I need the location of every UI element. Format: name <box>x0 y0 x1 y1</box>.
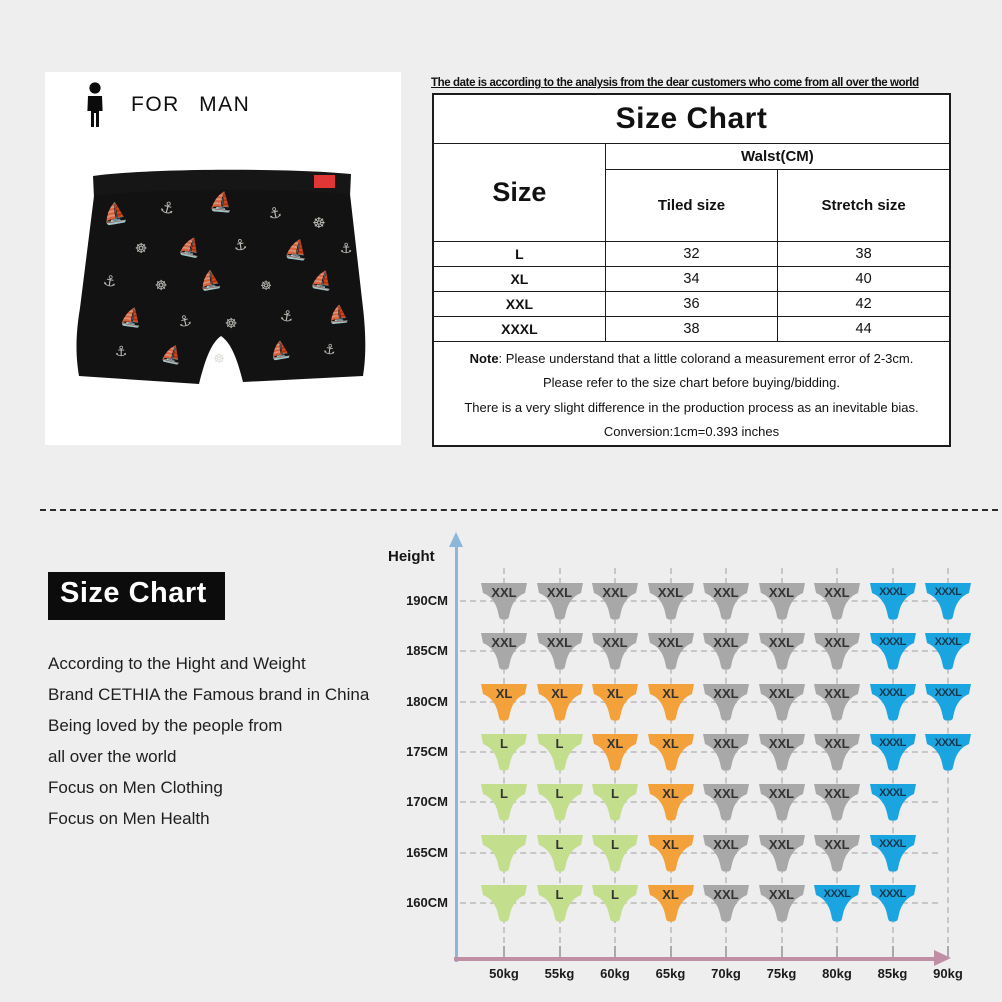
ship-icon: ⛵ <box>267 339 293 363</box>
size-chart-heading: Size Chart <box>48 572 225 620</box>
ship-icon: ⛵ <box>119 305 145 330</box>
size-cell: XXXL <box>433 316 605 341</box>
briefs-icon <box>480 885 528 922</box>
briefs-size-icon <box>480 835 528 872</box>
weight-axis-tick <box>670 946 672 957</box>
ship-icon: ⛵ <box>159 343 185 368</box>
weight-axis-tick <box>947 946 949 957</box>
weight-tick-label: 75kg <box>766 966 797 981</box>
briefs-size-icon <box>758 583 806 620</box>
briefs-size-label: XXL <box>824 735 850 751</box>
size-chart-table <box>432 93 951 447</box>
briefs-size-label: XXXL <box>934 586 962 598</box>
briefs-size-label: XXL <box>713 635 739 651</box>
briefs-size-label: XXL <box>602 635 628 651</box>
briefs-size-icon <box>647 835 695 872</box>
briefs-size-icon <box>758 684 806 721</box>
waist-header-cell: Walst(CM) <box>605 143 950 169</box>
briefs-size-icon <box>702 784 750 821</box>
briefs-size-label: XL <box>662 685 679 701</box>
value-cell: 42 <box>778 291 950 316</box>
gridline-horizontal <box>460 650 938 652</box>
helm-icon: ☸ <box>154 278 168 294</box>
height-tick-label: 170CM <box>406 794 448 810</box>
briefs-size-icon <box>480 633 528 670</box>
briefs-size-label: XXL <box>768 635 795 651</box>
briefs-size-icon <box>480 684 528 721</box>
helm-icon: ☸ <box>260 279 272 294</box>
gridline-horizontal <box>460 600 938 602</box>
briefs-size-label: L <box>555 886 564 902</box>
product-card <box>45 72 401 445</box>
note-line: Conversion:1cm=0.393 inches <box>603 424 780 439</box>
briefs-size-icon <box>591 734 639 771</box>
briefs-size-icon <box>702 633 750 670</box>
anchor-icon: ⚓ <box>339 241 353 257</box>
briefs-size-icon <box>536 784 584 821</box>
briefs-size-icon <box>480 734 528 771</box>
value-cell: 40 <box>778 266 950 291</box>
briefs-size-icon <box>758 835 806 872</box>
briefs-size-label: XXL <box>824 585 850 600</box>
briefs-size-label: XXL <box>713 735 739 751</box>
gridline-horizontal <box>460 902 938 904</box>
value-cell: 38 <box>605 316 777 341</box>
briefs-size-label: XXL <box>824 836 850 852</box>
briefs-size-icon <box>536 684 584 721</box>
helm-icon: ☸ <box>134 241 148 257</box>
height-tick-label: 175CM <box>406 743 448 759</box>
briefs-size-icon <box>480 583 528 620</box>
briefs-size-label: XXL <box>491 635 517 651</box>
briefs-size-label: XXXL <box>934 686 962 699</box>
size-cell: XXL <box>433 291 605 316</box>
briefs-size-label: L <box>555 786 564 802</box>
disclaimer-text: The date is according to the analysis from the dear customers who come from all over the world <box>431 77 919 89</box>
briefs-size-label: XXL <box>768 685 795 701</box>
briefs-size-label: XL <box>662 886 679 902</box>
briefs-size-icon <box>647 684 695 721</box>
weight-axis-tick <box>781 946 783 957</box>
briefs-size-icon <box>536 734 584 771</box>
briefs-size-label: XXL <box>546 635 573 651</box>
boxer-shorts-photo <box>71 158 371 396</box>
description-line: Being loved by the people from <box>48 716 283 735</box>
briefs-size-label: XXXL <box>879 586 906 598</box>
briefs-size-label: XXL <box>713 886 739 902</box>
anchor-icon: ⚓ <box>278 306 296 327</box>
briefs-size-icon <box>536 633 584 670</box>
weight-tick-label: 90kg <box>933 966 963 981</box>
man-icon <box>83 82 107 128</box>
note-line: Note: Please understand that a little colorand a measurement error of 2-3cm. <box>469 350 914 366</box>
helm-icon: ☸ <box>213 352 225 367</box>
briefs-size-icon <box>869 885 917 922</box>
weight-axis-tick <box>725 946 727 957</box>
briefs-size-icon <box>647 583 695 620</box>
briefs-size-label: L <box>500 735 508 751</box>
briefs-size-icon <box>869 633 917 670</box>
stretch-size-header: Stretch size <box>778 169 950 241</box>
briefs-size-icon <box>869 583 917 620</box>
size-table-row <box>433 241 950 266</box>
briefs-size-icon <box>924 684 972 721</box>
description-line: Brand CETHIA the Famous brand in China <box>48 685 370 704</box>
briefs-size-icon <box>758 885 806 922</box>
briefs-size-label: XXXL <box>934 636 962 649</box>
for-man-header <box>83 82 250 128</box>
briefs-size-label: L <box>500 786 508 802</box>
briefs-size-icon <box>591 784 639 821</box>
value-cell: 44 <box>778 316 950 341</box>
briefs-size-icon <box>924 633 972 670</box>
description-line: Focus on Men Health <box>48 809 210 828</box>
briefs-size-icon <box>813 835 861 872</box>
briefs-size-label: L <box>555 735 564 751</box>
weight-tick-label: 60kg <box>600 966 630 981</box>
weight-tick-label: 65kg <box>655 966 686 981</box>
height-tick-label: 160CM <box>406 894 448 910</box>
briefs-size-icon <box>647 633 695 670</box>
briefs-size-icon <box>869 734 917 771</box>
weight-tick-label: 50kg <box>489 966 519 981</box>
ship-icon: ⛵ <box>197 268 223 293</box>
anchor-icon: ⚓ <box>176 310 194 332</box>
briefs-size-icon <box>924 583 972 620</box>
briefs-size-label: XXL <box>713 685 739 701</box>
ship-icon: ⛵ <box>326 303 351 327</box>
briefs-size-label: XXL <box>657 585 684 600</box>
waistband-tag <box>314 175 335 188</box>
briefs-size-label: XXL <box>491 585 517 600</box>
gridline-horizontal <box>460 751 938 753</box>
briefs-size-label: XXXL <box>879 686 906 699</box>
ship-icon: ⛵ <box>208 190 235 215</box>
briefs-size-label: XXXL <box>823 887 851 900</box>
description-line: Focus on Men Clothing <box>48 778 223 797</box>
value-cell: 36 <box>605 291 777 316</box>
briefs-size-label: XXL <box>768 585 795 600</box>
table-note <box>433 341 950 446</box>
briefs-size-icon <box>647 784 695 821</box>
briefs-size-icon <box>536 885 584 922</box>
briefs-size-label: XXL <box>824 786 850 802</box>
anchor-icon: ⚓ <box>322 341 337 359</box>
briefs-size-label: XL <box>551 685 568 701</box>
gridline-horizontal <box>460 852 938 854</box>
weight-axis-tick <box>559 946 561 957</box>
briefs-icon <box>480 835 528 872</box>
briefs-size-label: XXXL <box>879 837 906 850</box>
briefs-size-icon <box>702 835 750 872</box>
briefs-size-icon <box>813 885 861 922</box>
briefs-size-label: XXXL <box>879 736 906 749</box>
briefs-size-label: XXL <box>768 836 795 852</box>
ship-icon: ⛵ <box>283 237 311 263</box>
briefs-size-icon <box>758 734 806 771</box>
description-line: all over the world <box>48 747 177 766</box>
dashed-divider <box>40 509 998 511</box>
size-table-row <box>433 266 950 291</box>
briefs-size-label: XXL <box>546 585 573 600</box>
briefs-size-icon <box>536 583 584 620</box>
briefs-size-label: XXXL <box>879 787 906 800</box>
for-man-label: FOR MAN <box>131 93 251 116</box>
briefs-size-icon <box>480 885 528 922</box>
briefs-size-icon <box>647 734 695 771</box>
briefs-size-label: XL <box>495 685 513 701</box>
note-line: Please refer to the size chart before buying/bidding. <box>542 375 840 390</box>
briefs-size-icon <box>758 784 806 821</box>
briefs-size-icon <box>869 784 917 821</box>
briefs-size-label: L <box>611 836 619 852</box>
briefs-size-icon <box>591 583 639 620</box>
briefs-size-icon <box>591 885 639 922</box>
height-tick-label: 190CM <box>406 593 448 608</box>
briefs-size-label: XL <box>662 836 679 852</box>
briefs-size-icon <box>813 583 861 620</box>
anchor-icon: ⚓ <box>232 235 249 255</box>
ship-icon: ⛵ <box>100 199 130 228</box>
briefs-size-icon <box>702 885 750 922</box>
briefs-size-icon <box>591 684 639 721</box>
gridline-horizontal <box>460 701 938 703</box>
tiled-size-header: Tiled size <box>605 169 777 241</box>
weight-tick-label: 80kg <box>822 966 852 981</box>
briefs-size-icon <box>647 885 695 922</box>
height-axis-label: Height <box>388 548 435 565</box>
size-table-row <box>433 291 950 316</box>
briefs-size-icon <box>813 734 861 771</box>
description-line: According to the Hight and Weight <box>48 654 306 673</box>
briefs-size-label: XXXL <box>879 636 906 649</box>
height-axis-line <box>455 546 458 962</box>
briefs-size-icon <box>813 784 861 821</box>
briefs-size-icon <box>924 734 972 771</box>
size-header-cell: Size <box>433 143 605 241</box>
briefs-size-label: XXL <box>713 786 739 802</box>
value-cell: 38 <box>778 241 950 266</box>
helm-icon: ☸ <box>312 214 326 232</box>
briefs-size-label: XXL <box>713 585 739 600</box>
briefs-size-icon <box>702 583 750 620</box>
weight-axis-tick <box>892 946 894 957</box>
briefs-size-label: XXXL <box>934 736 962 749</box>
briefs-size-label: XXL <box>602 585 628 600</box>
briefs-size-label: XXL <box>824 635 850 651</box>
anchor-icon: ⚓ <box>158 196 177 219</box>
briefs-size-label: XL <box>606 685 624 701</box>
briefs-size-icon <box>813 633 861 670</box>
size-cell: XL <box>433 266 605 291</box>
briefs-size-label: XXL <box>768 735 795 751</box>
weight-tick-label: 55kg <box>544 966 575 981</box>
value-cell: 32 <box>605 241 777 266</box>
weight-axis-line <box>454 957 936 961</box>
height-tick-label: 165CM <box>406 844 448 860</box>
weight-tick-label: 70kg <box>711 966 741 981</box>
briefs-size-icon <box>869 835 917 872</box>
briefs-size-label: XXXL <box>879 887 906 900</box>
helm-icon: ☸ <box>224 316 238 332</box>
briefs-size-label: XXL <box>657 635 684 651</box>
gridline-horizontal <box>460 801 938 803</box>
briefs-size-icon <box>869 684 917 721</box>
briefs-size-icon <box>702 684 750 721</box>
briefs-size-icon <box>758 633 806 670</box>
anchor-icon: ⚓ <box>101 271 119 292</box>
ship-icon: ⛵ <box>309 268 335 293</box>
note-line: There is a very slight difference in the production process as an inevitable bias. <box>464 399 919 415</box>
brand-description <box>48 648 408 834</box>
briefs-size-label: XXL <box>768 886 795 902</box>
height-axis-arrow-icon <box>449 532 463 547</box>
briefs-size-icon <box>480 784 528 821</box>
weight-tick-label: 85kg <box>877 966 908 981</box>
value-cell: 34 <box>605 266 777 291</box>
briefs-size-label: XL <box>606 735 624 751</box>
size-table-row <box>433 316 950 341</box>
briefs-size-label: XXL <box>768 786 795 802</box>
height-tick-label: 185CM <box>406 643 448 659</box>
table-title: Size Chart <box>433 94 950 143</box>
weight-axis-tick <box>836 946 838 957</box>
briefs-size-label: XXL <box>824 685 850 701</box>
briefs-size-icon <box>813 684 861 721</box>
size-cell: L <box>433 241 605 266</box>
briefs-size-icon <box>591 633 639 670</box>
briefs-size-label: L <box>611 886 619 902</box>
briefs-size-label: XXL <box>713 836 739 852</box>
anchor-icon: ⚓ <box>114 344 128 360</box>
briefs-size-label: XL <box>662 786 679 802</box>
briefs-size-label: XL <box>662 735 679 751</box>
ship-icon: ⛵ <box>176 235 204 261</box>
briefs-size-icon <box>702 734 750 771</box>
briefs-size-icon <box>591 835 639 872</box>
briefs-size-icon <box>536 835 584 872</box>
briefs-size-label: L <box>555 836 564 852</box>
anchor-icon: ⚓ <box>266 202 284 224</box>
height-tick-label: 180CM <box>406 693 448 709</box>
weight-axis-tick <box>503 946 505 957</box>
weight-axis-tick <box>614 946 616 957</box>
briefs-size-label: L <box>611 786 619 802</box>
